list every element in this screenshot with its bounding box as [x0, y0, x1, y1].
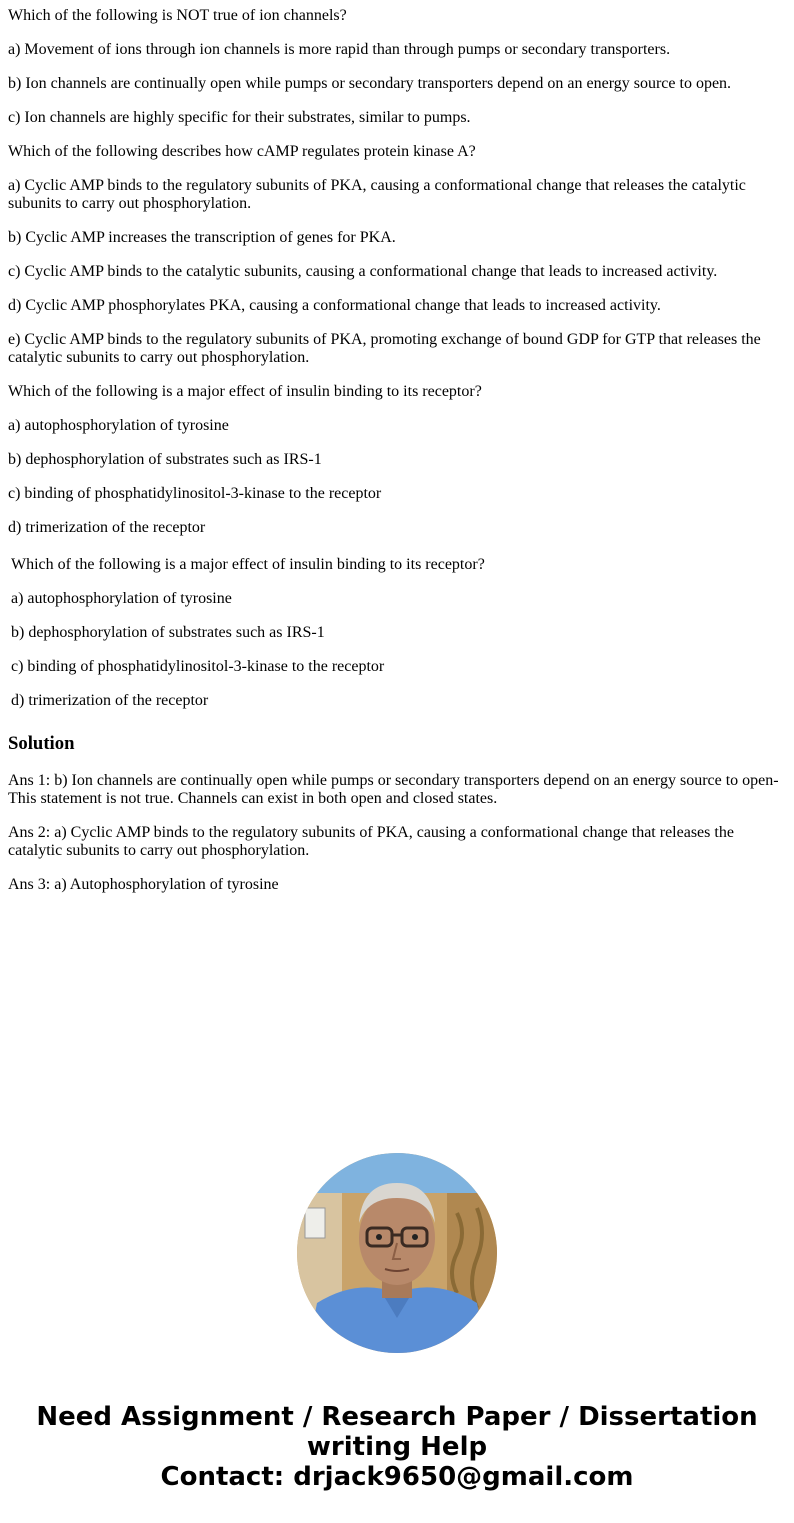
question-2-option-a: a) Cyclic AMP binds to the regulatory subunits of PKA, causing a conformational change that releases the catalytic subunits to carry out phosphorylation.: [8, 177, 746, 212]
footer-line-1: Need Assignment / Research Paper / Dissertation: [36, 1402, 758, 1432]
question-1-option-a: a) Movement of ions through ion channels is more rapid than through pumps or secondary transporters.: [8, 41, 671, 58]
answer-1: Ans 1: b) Ion channels are continually open while pumps or secondary transporters depend on an energy source to open- This statement is not true. Channels can exist in both open and closed states.: [8, 772, 779, 807]
question-3-option-b: b) dephosphorylation of substrates such as IRS-1: [8, 451, 322, 468]
question-3-option-a: a) autophosphorylation of tyrosine: [8, 417, 229, 434]
portrait-image: [297, 1153, 497, 1353]
question-2-option-d: d) Cyclic AMP phosphorylates PKA, causing a conformational change that leads to increased activity.: [8, 297, 661, 314]
question-3-repeat-text: Which of the following is a major effect of insulin binding to its receptor?: [11, 556, 485, 573]
question-1-option-c: c) Ion channels are highly specific for their substrates, similar to pumps.: [8, 109, 471, 126]
avatar: [297, 1153, 497, 1353]
footer-contact: Contact: drjack9650@gmail.com: [160, 1462, 634, 1492]
question-3-repeat-option-b: b) dephosphorylation of substrates such as IRS-1: [11, 624, 325, 641]
question-3-repeat-option-c: c) binding of phosphatidylinositol-3-kinase to the receptor: [11, 658, 385, 675]
question-3-repeat-option-a: a) autophosphorylation of tyrosine: [11, 590, 232, 607]
question-3-text: Which of the following is a major effect of insulin binding to its receptor?: [8, 383, 482, 400]
question-1-text: Which of the following is NOT true of ion channels?: [8, 7, 347, 24]
answer-2: Ans 2: a) Cyclic AMP binds to the regulatory subunits of PKA, causing a conformational change that releases the catalytic subunits to carry out phosphorylation.: [8, 824, 734, 859]
footer-line-2: writing Help: [306, 1432, 488, 1462]
question-3-option-d: d) trimerization of the receptor: [8, 519, 206, 536]
question-2-option-b: b) Cyclic AMP increases the transcription of genes for PKA.: [8, 229, 396, 246]
footer-promo: [0, 1402, 794, 1492]
question-2-option-c: c) Cyclic AMP binds to the catalytic subunits, causing a conformational change that leads to increased activity.: [8, 263, 718, 280]
question-3-option-c: c) binding of phosphatidylinositol-3-kinase to the receptor: [8, 485, 382, 502]
solution-heading: Solution: [8, 733, 75, 754]
answer-3: Ans 3: a) Autophosphorylation of tyrosine: [8, 876, 279, 893]
question-1-option-b: b) Ion channels are continually open while pumps or secondary transporters depend on an energy source to open.: [8, 75, 732, 92]
question-2-option-e: e) Cyclic AMP binds to the regulatory subunits of PKA, promoting exchange of bound GDP for GTP that releases the catalytic subunits to carry out phosphorylation.: [8, 331, 761, 366]
question-3-repeat-option-d: d) trimerization of the receptor: [11, 692, 209, 709]
question-2-text: Which of the following describes how cAMP regulates protein kinase A?: [8, 143, 476, 160]
